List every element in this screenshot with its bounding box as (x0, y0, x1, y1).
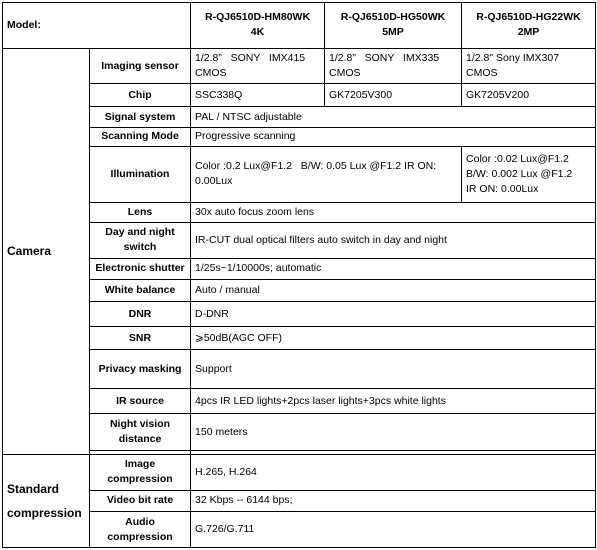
ir-source-value: 4pcs IR LED lights+2pcs laser lights+3pcs white lights (191, 388, 596, 413)
label-electronic-shutter: Electronic shutter (90, 258, 191, 279)
dnr-value: D-DNR (191, 302, 596, 326)
label-night-vision: Night vision distance (90, 414, 191, 451)
imaging-sensor-model-1: 1/2.8” SONY IMX415 CMOS (191, 48, 325, 84)
row-ir-source (3, 388, 596, 413)
row-image-compression (3, 455, 596, 491)
label-day-night: Day and night switch (90, 222, 191, 258)
model-3-res: 2MP (517, 26, 540, 39)
model-2-res: 5MP (382, 26, 404, 39)
row-privacy-masking (3, 350, 596, 389)
scanning-mode-value: Progressive scanning (191, 128, 596, 146)
model-1-name: R-QJ6510D-HM80WK (205, 11, 311, 24)
model-1-res: 4K (250, 26, 265, 39)
row-chip (3, 84, 596, 106)
row-audio-compression (3, 512, 596, 548)
illumination-model-3: Color :0.02 Lux@F1.2 B/W: 0.002 Lux @F1.2 IR ON: 0.00Lux (462, 146, 596, 202)
chip-model-3: GK7205V200 (462, 84, 596, 106)
row-scanning-mode (3, 128, 596, 146)
label-illumination: Illumination (90, 146, 191, 202)
row-dnr (3, 302, 596, 326)
chip-model-1: SSC338Q (191, 84, 325, 106)
row-signal-system (3, 106, 596, 127)
label-ir-source: IR source (90, 388, 191, 413)
electronic-shutter-value: 1/25s~1/10000s; automatic (191, 258, 596, 279)
section-standard-compression: Standard compression (3, 455, 90, 548)
model-label: Model: (3, 3, 191, 49)
row-imaging-sensor (3, 48, 596, 84)
image-compression-value: H.265, H.264 (191, 455, 596, 491)
night-vision-value: 150 meters (191, 414, 596, 451)
imaging-sensor-model-2: 1/2.8” SONY IMX335 CMOS (325, 48, 462, 84)
model-1-header (191, 3, 325, 49)
label-imaging-sensor: Imaging sensor (90, 48, 191, 84)
signal-system-value: PAL / NTSC adjustable (191, 106, 596, 127)
label-privacy-masking: Privacy masking (90, 350, 191, 389)
model-3-header (462, 3, 596, 49)
label-image-compression: Image compression (90, 455, 191, 491)
row-electronic-shutter (3, 258, 596, 279)
illumination-model-1-2: Color :0.2 Lux@F1.2 B/W: 0.05 Lux @F1.2 IR ON: 0.00Lux (191, 146, 462, 202)
spec-table (2, 2, 596, 548)
privacy-masking-value: Support (191, 350, 596, 389)
imaging-sensor-model-3: 1/2.8" Sony IMX307 CMOS (462, 48, 596, 84)
label-snr: SNR (90, 326, 191, 349)
audio-compression-value: G.726/G.711 (191, 512, 596, 548)
model-3-name: R-QJ6510D-HG22WK (476, 11, 581, 24)
row-day-night (3, 222, 596, 258)
model-2-name: R-QJ6510D-HG50WK (340, 11, 446, 24)
snr-value: ⩾50dB(AGC OFF) (191, 326, 596, 349)
label-video-bit-rate: Video bit rate (90, 490, 191, 511)
row-snr (3, 326, 596, 349)
label-chip: Chip (90, 84, 191, 106)
white-balance-value: Auto / manual (191, 280, 596, 302)
label-scanning-mode: Scanning Mode (90, 128, 191, 146)
label-signal-system: Signal system (90, 106, 191, 127)
row-lens (3, 202, 596, 222)
label-white-balance: White balance (90, 280, 191, 302)
lens-value: 30x auto focus zoom lens (191, 202, 596, 222)
row-night-vision (3, 414, 596, 451)
header-row (3, 3, 596, 49)
label-lens: Lens (90, 202, 191, 222)
row-white-balance (3, 280, 596, 302)
section-camera: Camera (3, 48, 90, 454)
label-dnr: DNR (90, 302, 191, 326)
row-illumination (3, 146, 596, 202)
chip-model-2: GK7205V300 (325, 84, 462, 106)
model-2-header (325, 3, 462, 49)
day-night-value: IR-CUT dual optical filters auto switch in day and night (191, 222, 596, 258)
label-audio-compression: Audio compression (90, 512, 191, 548)
video-bit-rate-value: 32 Kbps -- 6144 bps; (191, 490, 596, 511)
row-video-bit-rate (3, 490, 596, 511)
